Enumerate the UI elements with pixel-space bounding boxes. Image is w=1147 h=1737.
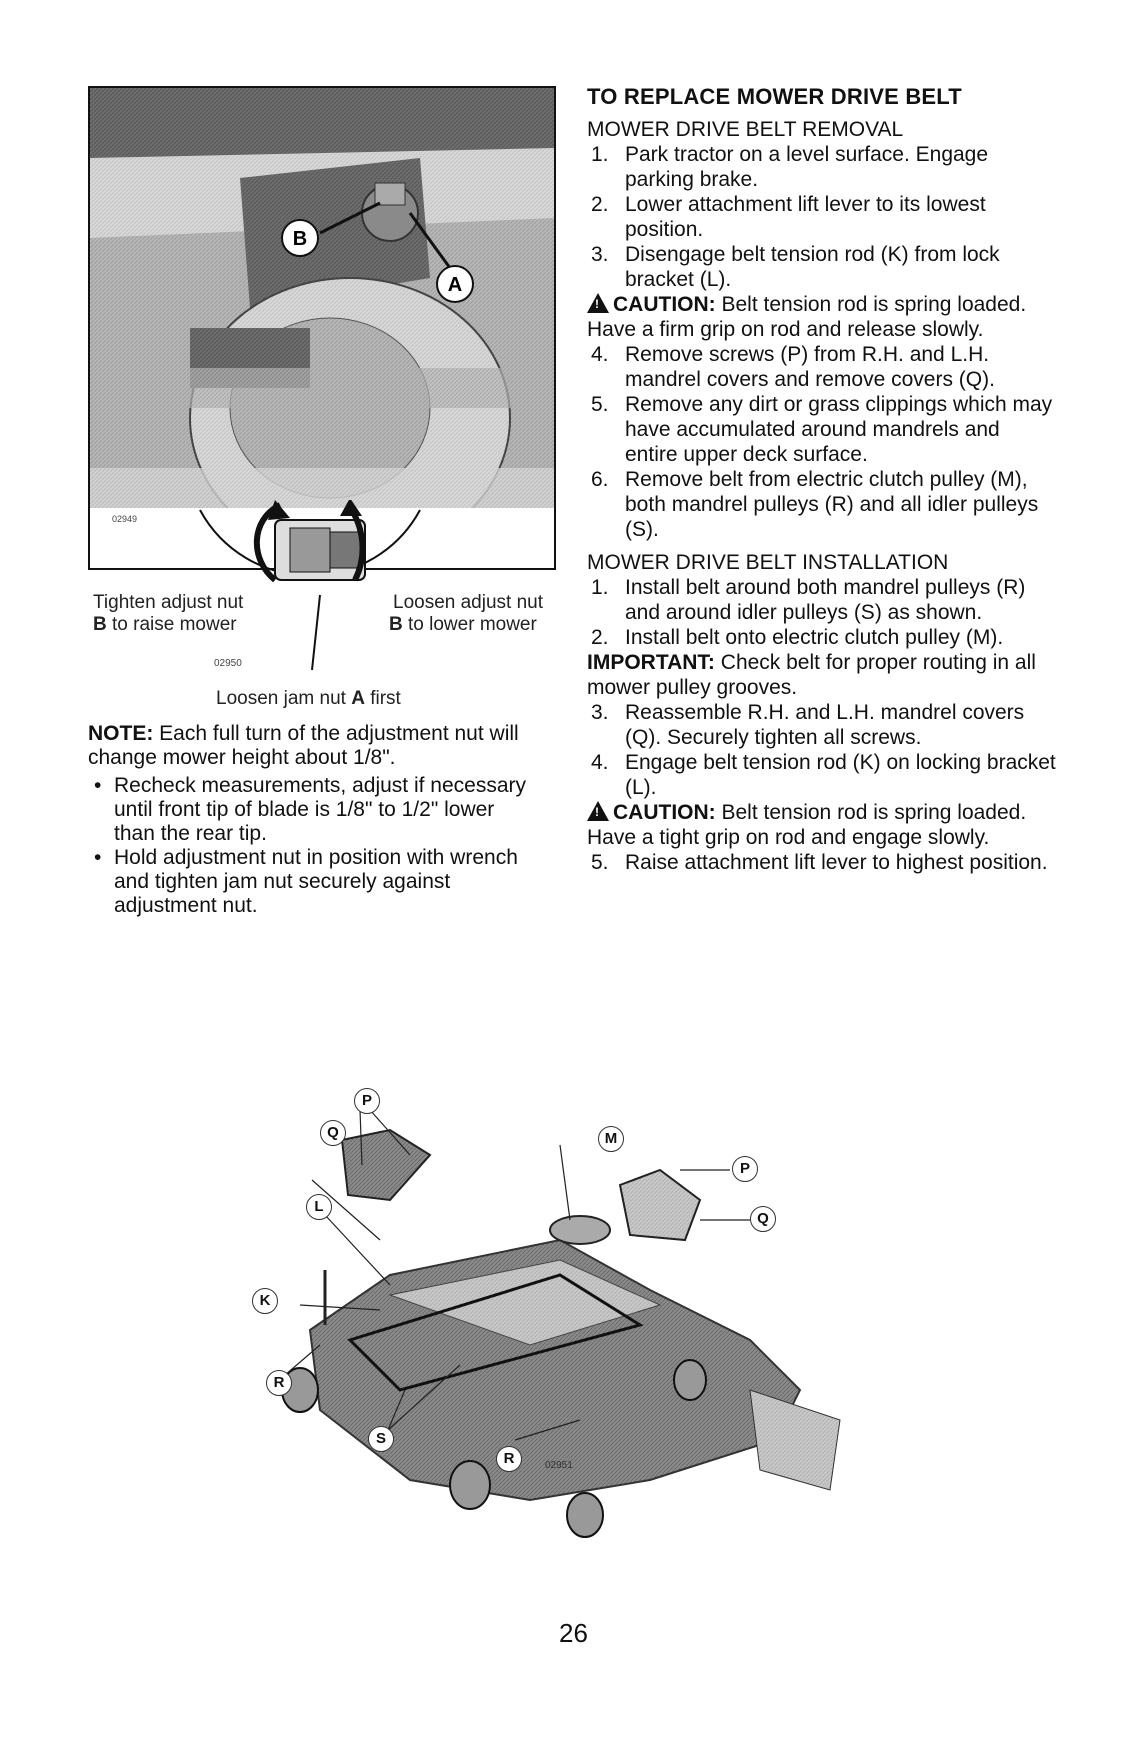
step-text: Disengage belt tension rod (K) from lock bracket (L). [625,243,1000,291]
step-item [587,392,1057,467]
mower-deck-illustration [230,1090,870,1580]
important-text: Check belt for proper routing in all mower pulley grooves. [587,651,1036,699]
note-label: NOTE: [88,722,154,745]
jam-caption-prefix: Loosen jam nut [216,688,352,709]
deck-label-q: Q [320,1120,346,1146]
tighten-rest: to raise mower [106,614,237,635]
loosen-line-2 [389,614,543,636]
step-item [587,750,1057,800]
step-number: 2. [591,193,609,216]
belt-replacement-section [587,84,1057,875]
jam-caption-bold: A [351,688,365,709]
removal-steps-continued [587,342,1057,542]
step-text: Engage belt tension rod (K) on locking bracket (L). [625,751,1056,799]
deck-label-m: M [598,1126,624,1152]
loosen-line-1: Loosen adjust nut [393,592,544,613]
deck-label-r-front: R [496,1446,522,1472]
label-b: B [292,228,308,250]
important-label: IMPORTANT: [587,651,715,674]
loosen-rest: to lower mower [402,614,537,635]
step-item [587,850,1057,875]
caution-label: CAUTION: [613,293,716,316]
removal-heading: MOWER DRIVE BELT REMOVAL [587,118,904,141]
step-item [587,700,1057,750]
removal-steps [587,142,1057,292]
bullet-item: • Hold adjustment nut in position with wrench and tighten jam nut securely against adjustment nut. [88,846,528,918]
step-number: 2. [591,626,609,649]
step-item [587,467,1057,542]
install-steps-continued [587,700,1057,800]
step-number: 1. [591,143,609,166]
step-number: 3. [591,243,609,266]
deck-figure-code: 02951 [545,1460,573,1471]
adjustment-notes [88,722,528,918]
adjustment-bullets [88,774,528,918]
deck-label-q-right: Q [750,1206,776,1232]
caution-text: Belt tension rod is spring loaded. Have a tight grip on rod and engage slowly. [587,801,1027,849]
page-number: 26 [559,1618,588,1648]
step-text: Remove belt from electric clutch pulley (M), both mandrel pulleys (R) and all idler pulleys (S). [625,468,1039,541]
caution-label: CAUTION: [613,801,716,824]
install-steps-final [587,850,1057,875]
step-item [587,242,1057,292]
step-number: 4. [591,751,609,774]
figure-code-top: 02949 [112,514,138,524]
caution-paragraph-1 [587,292,1057,342]
section-title: TO REPLACE MOWER DRIVE BELT [587,84,962,109]
step-text: Reassemble R.H. and L.H. mandrel covers (Q). Securely tighten all screws. [625,701,1025,749]
step-text: Raise attachment lift lever to highest position. [625,851,1048,874]
deck-label-p: P [354,1088,380,1114]
tighten-line-1: Tighten adjust nut [93,592,244,613]
step-item [587,575,1057,625]
adjustment-nut-illustration [90,88,554,568]
important-paragraph [587,650,1057,700]
figure-code-bottom: 02950 [214,658,242,669]
step-text: Remove any dirt or grass clippings which may have accumulated around mandrels and entire upper deck surface. [625,393,1053,466]
loosen-bold-b: B [389,614,403,635]
step-item [587,625,1057,650]
warning-icon [587,801,609,821]
jam-caption-suffix: first [364,688,401,709]
deck-label-p-right: P [732,1156,758,1182]
deck-label-s: S [368,1426,394,1452]
step-number: 4. [591,343,609,366]
adjustment-nut-photo [88,86,556,570]
step-item [587,342,1057,392]
tighten-line-2 [93,614,243,636]
tighten-callout [93,592,243,636]
step-number: 5. [591,393,609,416]
step-text: Install belt around both mandrel pulleys (R) and around idler pulleys (S) as shown. [625,576,1026,624]
step-text: Install belt onto electric clutch pulley (M). [625,626,1004,649]
caution-text: Belt tension rod is spring loaded. Have a firm grip on rod and release slowly. [587,293,1027,341]
tighten-bold-b: B [93,614,107,635]
install-heading: MOWER DRIVE BELT INSTALLATION [587,551,949,574]
label-a: A [447,274,463,296]
warning-icon [587,293,609,313]
note-paragraph [88,722,528,770]
step-number: 5. [591,851,609,874]
bullet-item: • Recheck measurements, adjust if necessary until front tip of blade is 1/8" to 1/2" lower than the rear tip. [88,774,528,846]
deck-label-l: L [306,1194,332,1220]
step-number: 1. [591,576,609,599]
install-steps [587,575,1057,650]
step-text: Park tractor on a level surface. Engage parking brake. [625,143,989,191]
note-text: Each full turn of the adjustment nut will change mower height about 1/8". [88,722,519,769]
caution-paragraph-2 [587,800,1057,850]
mower-deck-diagram [230,1090,870,1580]
deck-label-k: K [252,1288,278,1314]
loosen-callout [389,592,544,636]
step-item [587,142,1057,192]
step-number: 3. [591,701,609,724]
step-number: 6. [591,468,609,491]
step-text: Remove screws (P) from R.H. and L.H. mandrel covers and remove covers (Q). [625,343,995,391]
step-item [587,192,1057,242]
jam-nut-caption [216,688,401,710]
step-text: Lower attachment lift lever to its lowest position. [625,193,986,241]
deck-label-r: R [266,1370,292,1396]
